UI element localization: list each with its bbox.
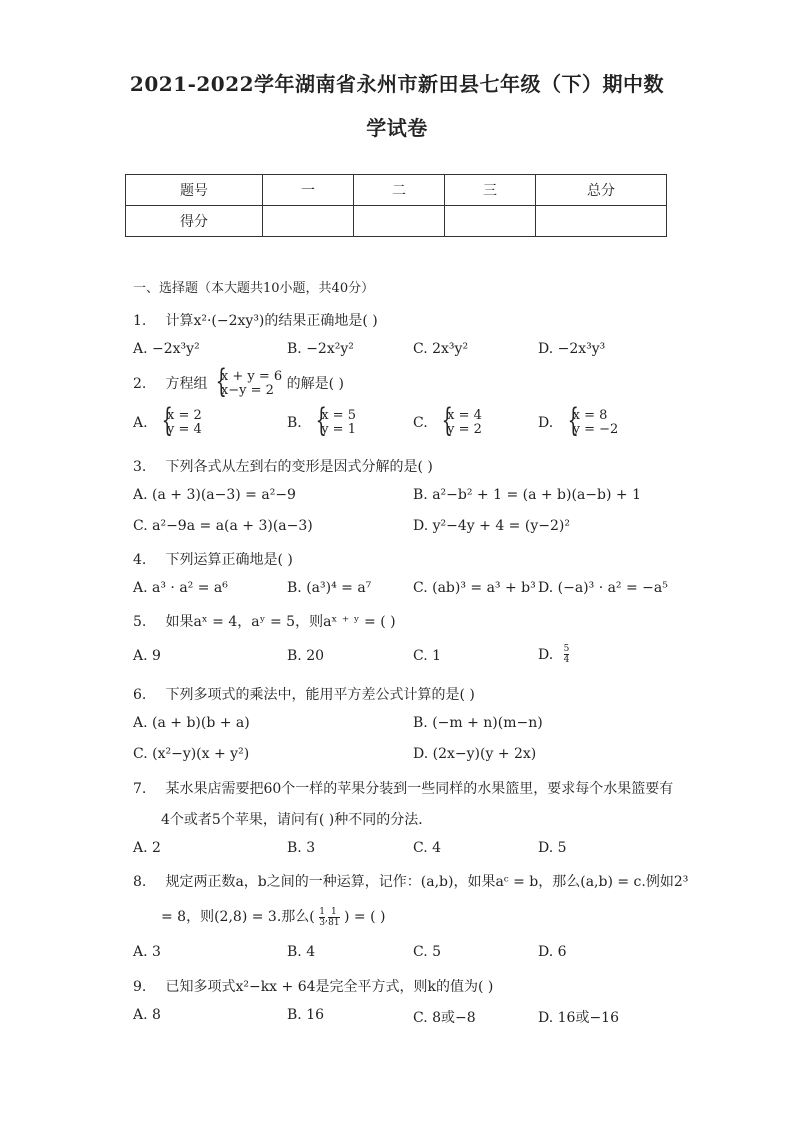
- option-b[interactable]: B. 20: [287, 648, 325, 664]
- question-number: 6.: [133, 687, 147, 703]
- solution-line: { x = 5: [321, 408, 356, 423]
- option-label: C.: [413, 415, 428, 431]
- question-7-continued: 4个或者5个苹果，请问有( )种不同的分法．: [161, 812, 433, 828]
- option-c[interactable]: C. (ab)³ = a³ + b³: [413, 580, 536, 596]
- score-cell[interactable]: [536, 206, 667, 237]
- question-2: [133, 370, 344, 398]
- score-cell[interactable]: [354, 206, 445, 237]
- option-a[interactable]: A. 3: [133, 944, 161, 960]
- solution-line: y = 1: [321, 422, 356, 437]
- fraction-denominator: 4: [563, 655, 570, 665]
- option-d[interactable]: D. 16或−16: [538, 1010, 619, 1026]
- question-number: 1.: [133, 313, 147, 329]
- score-header-cell: 题号: [126, 175, 263, 206]
- solution-line: { x = 8: [572, 408, 608, 423]
- score-header-cell: 三: [445, 175, 536, 206]
- exam-title-line2: 学试卷: [366, 116, 428, 140]
- question-stem-pre: 方程组: [165, 376, 208, 392]
- option-label: B.: [287, 415, 302, 431]
- option-d[interactable]: [538, 409, 618, 437]
- question-1: [133, 310, 378, 330]
- question-4: [133, 549, 293, 569]
- option-a[interactable]: A. 8: [133, 1007, 161, 1023]
- question-number: 4.: [133, 552, 147, 568]
- option-d[interactable]: D. (−a)³ · a² = −a⁵: [538, 580, 668, 596]
- option-a[interactable]: [133, 409, 202, 437]
- fraction-denominator: 81: [328, 917, 340, 928]
- score-table-header-row: [126, 175, 667, 206]
- question-3: [133, 456, 433, 476]
- solution-line: { x = 4: [447, 408, 482, 423]
- exam-title-line1: 2021-2022学年湖南省永州市新田县七年级（下）期中数: [129, 72, 665, 96]
- option-d[interactable]: D. 6: [538, 944, 567, 960]
- solution-system: [158, 409, 202, 437]
- fraction-denominator: 3: [319, 917, 325, 928]
- option-b[interactable]: B. (−m + n)(m−n): [413, 715, 543, 731]
- option-c[interactable]: C. 8或−8: [413, 1010, 476, 1026]
- question-number: 8.: [133, 874, 147, 890]
- question-9: [133, 976, 493, 996]
- fraction-numerator: 5: [563, 644, 570, 654]
- solution-line: y = 4: [167, 422, 202, 437]
- score-table: [125, 174, 667, 237]
- fraction: [564, 644, 570, 665]
- question-stem: 已知多项式x²−kx + 64是完全平方式，则k的值为( ): [165, 979, 494, 995]
- question-8: [133, 871, 688, 891]
- question-stem: 如果aˣ = 4，aʸ = 5，则aˣ ⁺ ʸ = ( ): [165, 614, 396, 630]
- option-a[interactable]: A. 9: [133, 648, 161, 664]
- solution-system: [564, 409, 619, 437]
- option-b[interactable]: B. 3: [287, 840, 316, 856]
- equation-system: [212, 370, 282, 398]
- option-d[interactable]: D. (2x−y)(y + 2x): [413, 746, 537, 762]
- option-c[interactable]: C. 4: [413, 840, 442, 856]
- option-a[interactable]: A. a³ · a² = a⁶: [133, 580, 228, 596]
- question-7: [133, 778, 673, 798]
- option-c[interactable]: C. 5: [413, 944, 442, 960]
- question-number: 3.: [133, 459, 147, 475]
- score-header-cell: 二: [354, 175, 445, 206]
- solution-line: { x = 2: [167, 408, 202, 423]
- separator: ,: [324, 913, 329, 924]
- solution-system: [438, 409, 482, 437]
- question-number: 7.: [133, 781, 147, 797]
- question-stem: 规定两正数a，b之间的一种运算，记作：(a,b)，如果aᶜ = b，那么(a,b) = c.例如2³: [165, 874, 689, 890]
- option-a[interactable]: A. (a + b)(b + a): [133, 715, 250, 731]
- option-label: D.: [538, 646, 554, 663]
- solution-line: y = 2: [447, 422, 482, 437]
- option-d[interactable]: D. 5: [538, 840, 567, 856]
- option-b[interactable]: B. 4: [287, 944, 316, 960]
- option-b[interactable]: B. 16: [287, 1007, 325, 1023]
- score-cell[interactable]: [263, 206, 354, 237]
- fraction-numerator: 1: [330, 906, 337, 917]
- solution-line: y = −2: [572, 422, 619, 437]
- equation-line: { x + y = 6: [220, 369, 283, 384]
- option-c[interactable]: [413, 409, 482, 437]
- question-number: 9.: [133, 979, 147, 995]
- question-stem-post: ) = ( ): [344, 909, 386, 925]
- score-header-cell: 一: [263, 175, 354, 206]
- equation-line: x−y = 2: [220, 383, 274, 398]
- option-a[interactable]: A. −2x³y²: [133, 341, 200, 357]
- option-a[interactable]: A. (a + 3)(a−3) = a²−9: [133, 487, 296, 503]
- question-stem: 下列各式从左到右的变形是因式分解的是( ): [165, 459, 433, 475]
- question-stem: 某水果店需要把60个一样的苹果分装到一些同样的水果篮里，要求每个水果篮要有: [165, 781, 674, 797]
- question-stem: 下列运算正确地是( ): [165, 552, 293, 568]
- score-row-label: 得分: [126, 206, 263, 237]
- option-d[interactable]: D. y²−4y + 4 = (y−2)²: [413, 518, 570, 534]
- option-a[interactable]: A. 2: [133, 840, 161, 856]
- question-stem-post: 的解是( ): [286, 376, 344, 392]
- option-c[interactable]: C. a²−9a = a(a + 3)(a−3): [133, 518, 313, 534]
- option-d[interactable]: D. −2x³y³: [538, 341, 606, 357]
- question-6: [133, 684, 475, 704]
- score-cell[interactable]: [445, 206, 536, 237]
- question-number: 2.: [133, 376, 147, 392]
- option-b[interactable]: B. (a³)⁴ = a⁷: [287, 580, 372, 596]
- score-table-score-row: [126, 206, 667, 237]
- question-number: 5.: [133, 614, 147, 630]
- fraction: [328, 907, 339, 928]
- option-c[interactable]: C. 1: [413, 648, 442, 664]
- question-stem: 计算x²·(−2xy³)的结果正确地是( ): [165, 313, 378, 329]
- option-b[interactable]: B. −2x²y²: [287, 341, 354, 357]
- question-stem: 下列多项式的乘法中，能用平方差公式计算的是( ): [165, 687, 475, 703]
- option-b[interactable]: [287, 409, 356, 437]
- question-stem-pre: = 8，则(2,8) = 3.那么(: [161, 909, 315, 925]
- question-8-continued: [161, 906, 385, 928]
- option-label: D.: [538, 415, 554, 431]
- option-d[interactable]: [538, 644, 569, 665]
- option-label: A.: [133, 415, 148, 431]
- section-title: 一、选择题（本大题共10小题，共40分）: [133, 281, 375, 296]
- option-c[interactable]: C. 2x³y²: [413, 341, 469, 357]
- fraction-numerator: 1: [319, 906, 325, 917]
- score-header-cell: 总分: [536, 175, 667, 206]
- option-c[interactable]: C. (x²−y)(x + y²): [133, 746, 250, 762]
- question-5: [133, 611, 396, 631]
- solution-system: [312, 409, 356, 437]
- option-b[interactable]: B. a²−b² + 1 = (a + b)(a−b) + 1: [413, 487, 641, 503]
